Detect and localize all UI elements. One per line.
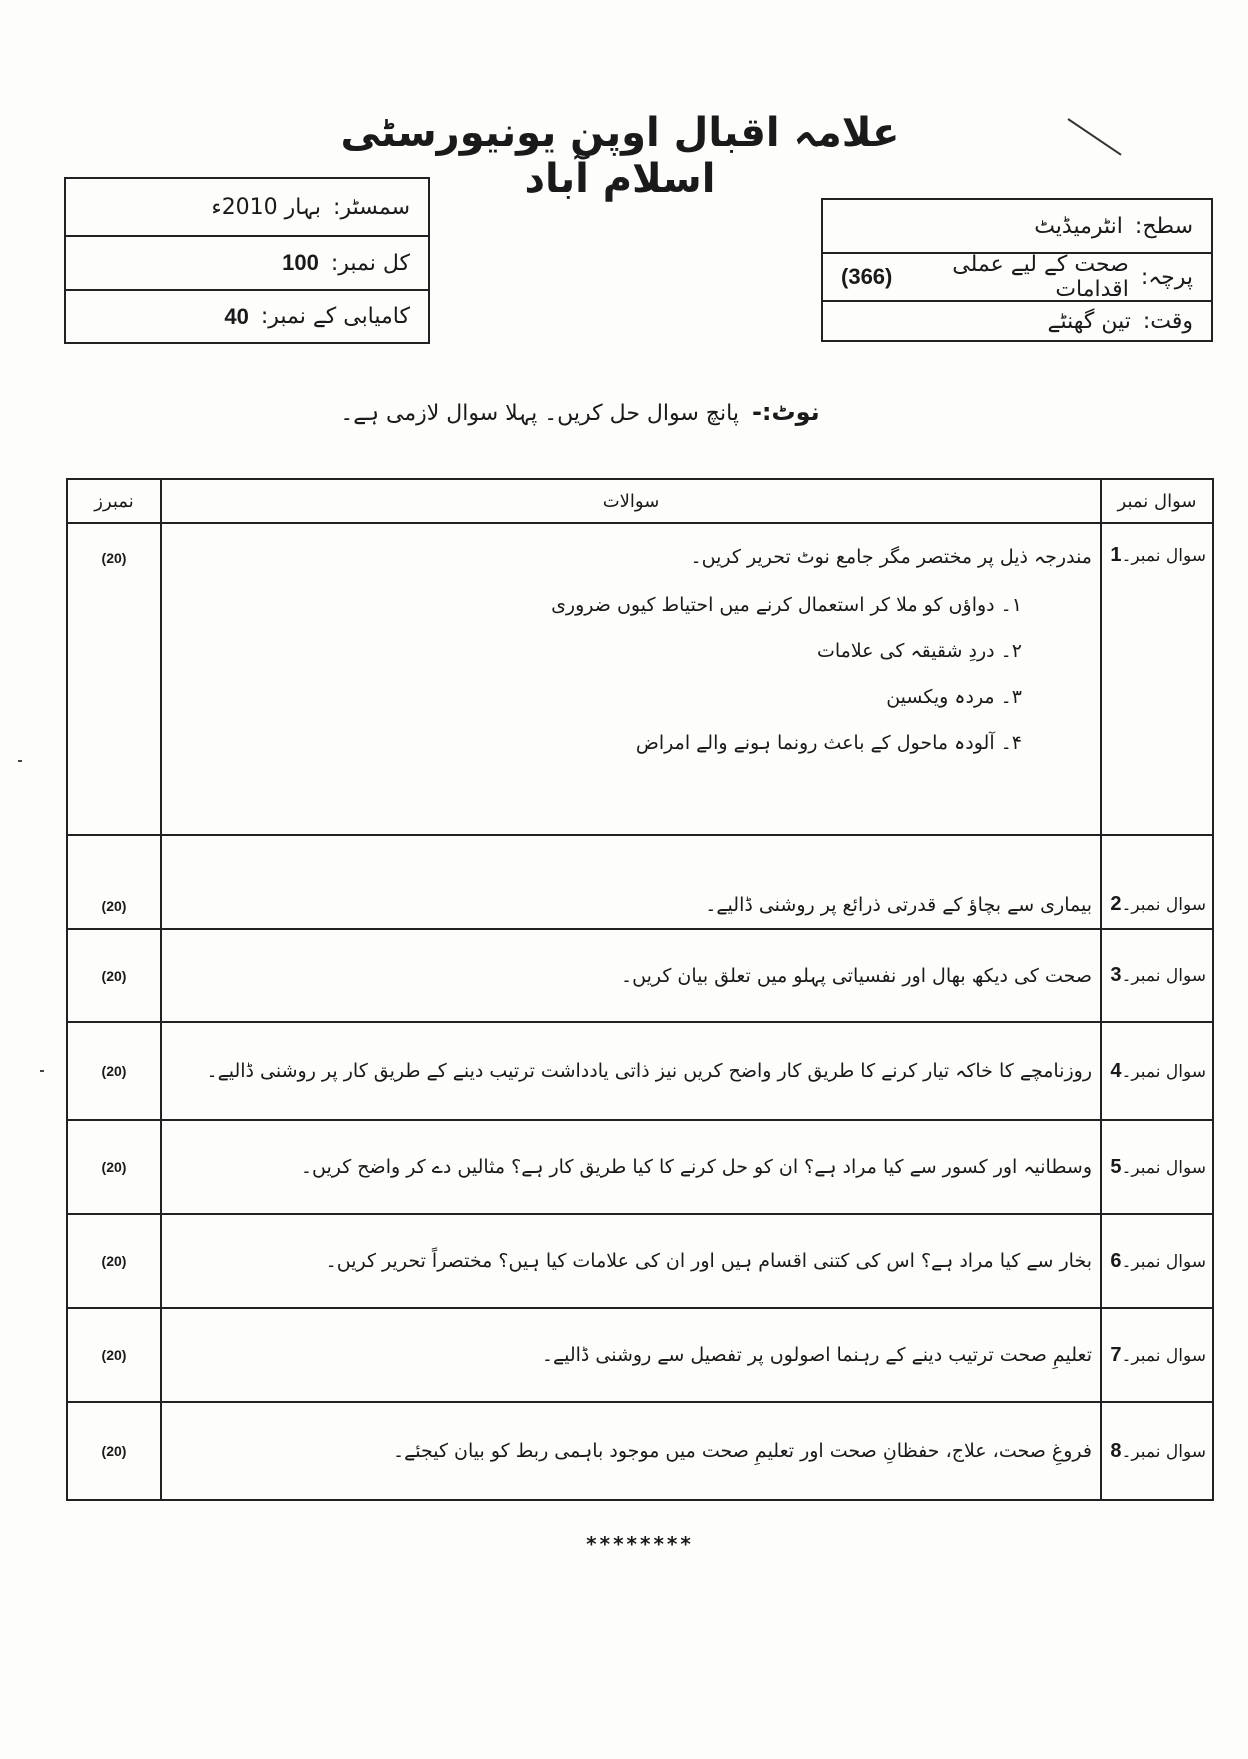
question-number-label: سوال نمبر۔ (1121, 1157, 1206, 1178)
question-number: 4 (1110, 1059, 1122, 1082)
note-label: نوٹ:- (751, 398, 820, 426)
marks-cell: (20) (67, 1120, 161, 1214)
table-row (67, 1214, 1213, 1308)
question-number: 5 (1110, 1155, 1122, 1178)
question-number: 3 (1110, 964, 1122, 986)
end-of-paper-stars: ******** (586, 1532, 694, 1556)
exam-meta-box-right (821, 198, 1213, 342)
list-item: ۲۔ دردِ شقیقہ کی علامات (816, 640, 1022, 662)
exam-meta-box-left (64, 177, 430, 344)
level-label: سطح: (1134, 213, 1193, 239)
table-row (67, 1022, 1213, 1120)
question-number-label: سوال نمبر۔ (1121, 1251, 1206, 1272)
list-item: ۱۔ دواؤں کو ملا کر استعمال کرنے میں احتیاط کیوں ضروری (551, 594, 1022, 616)
questions-column-header: سوالات (161, 479, 1101, 523)
instructions-note (300, 398, 860, 426)
question-number-label: سوال نمبر۔ (1121, 966, 1206, 986)
question-number-column-header: سوال نمبر (1101, 479, 1213, 523)
question-number-cell (1101, 1120, 1213, 1214)
table-row (67, 1120, 1213, 1214)
paper-row (823, 252, 1211, 300)
question-number-cell (1101, 523, 1213, 835)
table-row (67, 835, 1213, 929)
table-row (67, 523, 1213, 835)
marks-cell: (20) (67, 835, 161, 929)
time-row (823, 300, 1211, 340)
question-text: مندرجہ ذیل پر مختصر مگر جامع نوٹ تحریر کریں۔ (690, 546, 1092, 568)
question-number-cell (1101, 929, 1213, 1022)
marks-cell: (20) (67, 523, 161, 835)
question-text: وسطانیہ اور کسور سے کیا مراد ہے؟ ان کو حل کرنے کا کیا طریق کار ہے؟ مثالیں دے کر واضح کریں۔ (161, 1120, 1101, 1214)
question-number-label: سوال نمبر۔ (1121, 1061, 1206, 1082)
pass-marks-value: 40 (224, 303, 249, 329)
question-number: 2 (1110, 893, 1122, 915)
question-number-cell (1101, 1022, 1213, 1120)
question-number-cell (1101, 835, 1213, 929)
note-text: پانچ سوال حل کریں۔ پہلا سوال لازمی ہے۔ (340, 401, 739, 426)
pass-marks-label: کامیابی کے نمبر: (260, 304, 410, 329)
marks-cell: (20) (67, 1214, 161, 1308)
list-item: ۳۔ مردہ ویکسین (886, 686, 1022, 708)
level-value: انٹرمیڈیٹ (1034, 213, 1123, 239)
question-number-label: سوال نمبر۔ (1121, 1441, 1206, 1462)
university-title: علامہ اقبال اوپن یونیورسٹی اسلام آباد (340, 110, 900, 202)
question-number: 8 (1110, 1439, 1122, 1462)
table-header-row (67, 479, 1213, 523)
marks-cell: (20) (67, 929, 161, 1022)
question-number: 1 (1110, 544, 1122, 566)
questions-table (66, 478, 1214, 1501)
question-text: فروغِ صحت، علاج، حفظانِ صحت اور تعلیمِ صحت میں موجود باہمی ربط کو بیان کیجئے۔ (161, 1402, 1101, 1500)
question-text: بخار سے کیا مراد ہے؟ اس کی کتنی اقسام ہیں اور ان کی علامات کیا ہیں؟ مختصراً تحریر کریں۔ (161, 1214, 1101, 1308)
table-row (67, 1308, 1213, 1402)
question-number-label: سوال نمبر۔ (1121, 895, 1206, 915)
subquestion-list (162, 582, 1092, 766)
semester-row (66, 179, 428, 235)
table-row (67, 1402, 1213, 1500)
scan-speck (40, 1070, 44, 1072)
scan-speck (18, 760, 22, 762)
question-number-label: سوال نمبر۔ (1121, 1345, 1206, 1366)
total-marks-label: کل نمبر: (330, 250, 410, 276)
marks-cell: (20) (67, 1022, 161, 1120)
table-row (67, 929, 1213, 1022)
semester-value: بہار 2010ء (211, 194, 322, 220)
question-number-cell (1101, 1308, 1213, 1402)
list-item: ۴۔ آلودہ ماحول کے باعث رونما ہونے والے امراض (635, 732, 1022, 754)
total-marks-value: 100 (282, 250, 319, 275)
marks-column-header: نمبرز (67, 479, 161, 523)
paper-value: صحت کے لیے عملی اقدامات (952, 252, 1129, 302)
question-text: بیماری سے بچاؤ کے قدرتی ذرائع پر روشنی ڈالیے۔ (161, 835, 1101, 929)
level-row (823, 200, 1211, 252)
time-label: وقت: (1142, 308, 1193, 334)
total-marks-row (66, 235, 428, 289)
question-text: روزنامچے کا خاکہ تیار کرنے کا طریق کار واضح کریں نیز ذاتی یادداشت ترتیب دینے کے طریق کار پر روشنی ڈالیے۔ (161, 1022, 1101, 1120)
marks-cell: (20) (67, 1308, 161, 1402)
paper-label: پرچہ: (1140, 264, 1193, 290)
question-text: تعلیمِ صحت ترتیب دینے کے رہنما اصولوں پر تفصیل سے روشنی ڈالیے۔ (161, 1308, 1101, 1402)
marks-cell: (20) (67, 1402, 161, 1500)
question-number: 6 (1110, 1249, 1122, 1272)
question-number-label: سوال نمبر۔ (1121, 546, 1206, 566)
scan-pen-mark (1067, 118, 1121, 155)
question-number-cell (1101, 1214, 1213, 1308)
pass-marks-row (66, 289, 428, 342)
time-value: تین گھنٹے (1047, 308, 1131, 334)
question-cell (161, 523, 1101, 835)
question-number-cell (1101, 1402, 1213, 1500)
semester-label: سمسٹر: (333, 194, 410, 220)
paper-code: (366) (841, 264, 893, 289)
question-number: 7 (1110, 1343, 1122, 1366)
question-text: صحت کی دیکھ بھال اور نفسیاتی پہلو میں تعلق بیان کریں۔ (161, 929, 1101, 1022)
